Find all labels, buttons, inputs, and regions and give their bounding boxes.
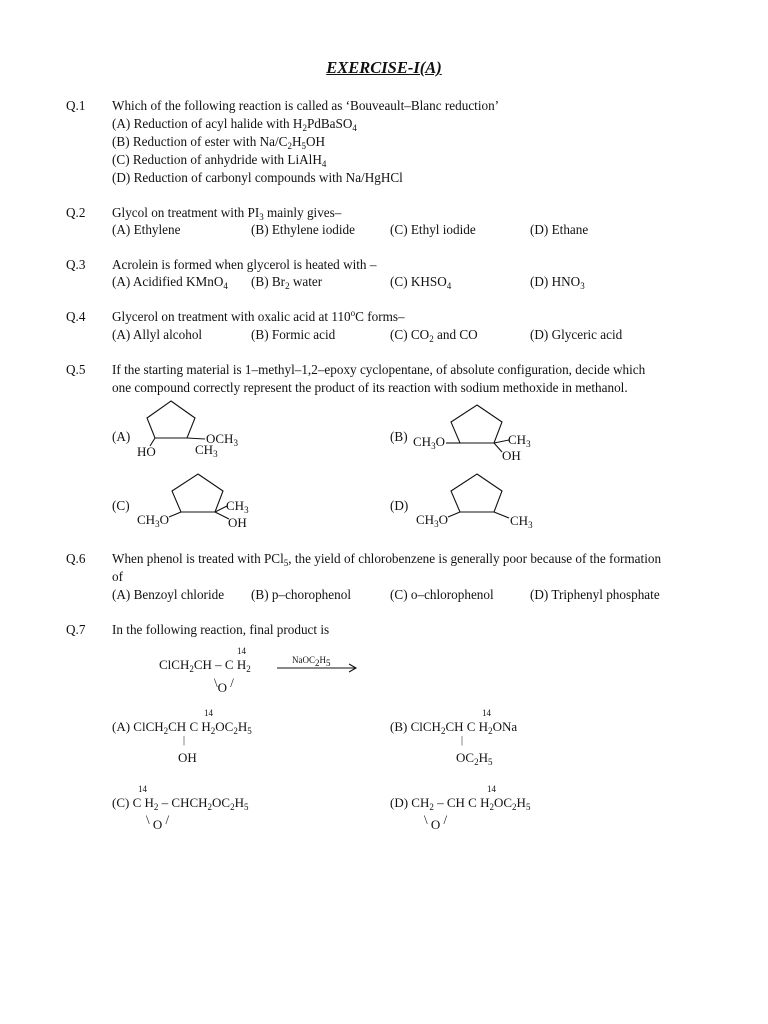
isotope-label: 14 — [482, 708, 491, 718]
epoxide-bridge: \ O / — [424, 812, 448, 832]
structure-c-label: OH — [228, 515, 247, 530]
option-b-oc2h5: $OC_2H_5$ — [456, 750, 493, 767]
structure-a-label: HO — [137, 444, 156, 459]
option-b: (B) Reduction of ester with $Na/C_2H_5OH$ — [112, 134, 326, 151]
option-c: (C) Reduction of anhydride with LiAlH$_4$ — [112, 152, 327, 169]
question-text: In the following reaction, final product is — [112, 622, 330, 637]
option-a: (A) Acidified KMnO$_4$ — [112, 274, 228, 291]
isotope-label: 14 — [487, 784, 496, 794]
question-text: Acrolein is formed when glycerol is heated with – — [112, 257, 377, 272]
reactant-epoxide-bridge: \O / — [214, 675, 234, 695]
isotope-label: 14 — [237, 646, 246, 656]
page-title: EXERCISE-I(A) — [326, 58, 442, 77]
structure-c-label: $CH_3$ — [226, 498, 249, 515]
question-number: Q.2 — [66, 205, 86, 220]
question-number: Q.5 — [66, 362, 86, 377]
option-a: (A) Ethylene — [112, 222, 181, 237]
option-d: (D) Reduction of carbonyl compounds with Na/HgHCl — [112, 170, 403, 185]
option-b: (B) Formic acid — [251, 327, 336, 342]
option-b: (B) ClCH$_2$CH C $H_2ONa$ — [390, 719, 518, 736]
question-text-line2: one compound correctly represent the product of its reaction with sodium methoxide in methanol. — [112, 380, 628, 395]
option-b: (B) p–chorophenol — [251, 587, 351, 602]
reactant-formula: ClCH$_2$CH – C $H_2$ — [159, 657, 251, 674]
question-text: Glycerol on treatment with oxalic acid at 110$^o$C forms– — [112, 308, 405, 324]
option-d: (D) Glyceric acid — [530, 327, 623, 342]
structure-c-label: $CH_3O$ — [137, 512, 169, 529]
structure-a-label: $OCH_3$ — [206, 431, 238, 448]
isotope-label: 14 — [204, 708, 213, 718]
question-number: Q.7 — [66, 622, 86, 637]
reagent-label: $NaOC_2H_5$ — [292, 655, 331, 668]
bond-line: | — [461, 735, 464, 746]
option-b-label: (B) — [390, 429, 408, 444]
structure-b-label: $CH_3O$ — [413, 434, 445, 451]
option-a: (A) Reduction of acyl halide with $H_2PdBaSO_4$ — [112, 116, 357, 133]
option-c-label: (C) — [112, 498, 130, 513]
option-d: (D) $HNO_3$ — [530, 274, 585, 291]
option-c: (C) C $H_2$ – $CHCH_2OC_2H_5$ — [112, 795, 249, 812]
option-c: (C) $KHSO_4$ — [390, 274, 452, 291]
question-text-line1: When phenol is treated with PCl$_5$, the yield of chlorobenzene is generally poor because of the formation — [112, 551, 662, 568]
question-text: Which of the following reaction is called as ‘Bouveault–Blanc reduction’ — [112, 98, 500, 113]
epoxide-bridge: \ O / — [146, 812, 170, 832]
option-d: (D) Ethane — [530, 222, 589, 237]
option-d: (D) $CH_2$ – CH C $H_2OC_2H_5$ — [390, 795, 531, 812]
option-a-oh: OH — [178, 750, 197, 765]
structure-a-label: $CH_3$ — [195, 442, 218, 459]
option-d-label: (D) — [390, 498, 409, 513]
option-a: (A) Benzoyl chloride — [112, 587, 225, 602]
option-a: (A) ClCH$_2$CH C $H_2OC_2H_5$ — [112, 719, 252, 736]
structure-b-label: OH — [502, 448, 521, 463]
option-c: (C) o–chlorophenol — [390, 587, 494, 602]
option-b: (B) Ethylene iodide — [251, 222, 356, 237]
option-a: (A) Allyl alcohol — [112, 327, 203, 342]
structure-b-label: $CH_3$ — [508, 432, 531, 449]
isotope-label: 14 — [138, 784, 147, 794]
question-number: Q.4 — [66, 309, 86, 324]
bond-line: | — [183, 735, 186, 746]
question-text: Glycol on treatment with $PI_3$ mainly gives– — [112, 205, 342, 222]
option-a-label: (A) — [112, 429, 131, 444]
question-text-line1: If the starting material is 1–methyl–1,2–epoxy cyclopentane, of absolute configuration, decide which — [112, 362, 646, 377]
option-b: (B) $Br_2$ water — [251, 274, 323, 291]
structure-d-label: $CH_3$ — [510, 513, 533, 530]
option-c: (C) Ethyl iodide — [390, 222, 476, 237]
option-d: (D) Triphenyl phosphate — [530, 587, 660, 602]
structure-d-label: $CH_3O$ — [416, 512, 448, 529]
question-number: Q.3 — [66, 257, 86, 272]
question-number: Q.1 — [66, 98, 86, 113]
option-c: (C) $CO_2$ and CO — [390, 327, 478, 344]
question-number: Q.6 — [66, 551, 86, 566]
question-text-line2: of — [112, 569, 123, 584]
